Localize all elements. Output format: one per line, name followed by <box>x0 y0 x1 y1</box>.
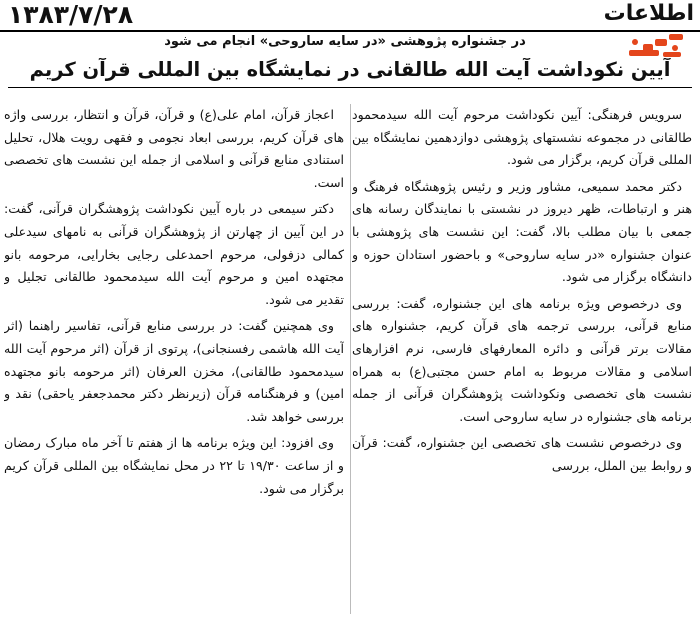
article-paragraph: وی درخصوص ویژه برنامه های این جشنواره، گفت: بررسی منابع قرآنی، بررسی ترجمه های قرآن کریم، جشنواره های مقالات برتر قرآنی و دائره المعارفهای فارسی، نرم افزارهای اسلامی و مقالات مربوط به امام حسن مجتبی(ع) به همراه نشست های تخصصی ونکوداشت پژوهشگران قرآنی از جمله برنامه های جشنواره در سایه ساروحی است. <box>352 295 692 424</box>
article-kicker: در جشنواره پژوهشی «در سایه ساروحی» انجام می شود <box>164 34 526 49</box>
issue-date: ۱۳۸۳/۷/۲۸ <box>8 0 134 29</box>
column-divider <box>350 104 351 614</box>
article-headline: آیین نکوداشت آیت الله طالقانی در نمایشگاه بین المللی قرآن کریم <box>8 58 692 88</box>
article-paragraph: دکتر محمد سمیعی، مشاور وزیر و رئیس پژوهشگاه فرهنگ و هنر و ارتباطات، ظهر دیروز در نشستی با نمایندگان رسانه های جمعی با بیان مطلب بالا، گفت: این نشست های پژوهشی با عنوان جشنواره «در سایه ساروحی» و باحضور استادان حوزه و دانشگاه برگزار می شود. <box>352 178 692 285</box>
article-paragraph: وی همچنین گفت: در بررسی منابع قرآنی، تفاسیر راهنما (اثر آیت الله هاشمی رفسنجانی)، پرتوی از قرآن (اثر مرحوم آیت الله سیدمحمود طالقانی)، مخزن العرفان (اثر مرحومه بانو مجتهده امین) و فرهنگنامه قرآن (زیرنظر دکتر محمدجعفر یاحقی) نقد و بررسی خواهد شد. <box>4 318 344 424</box>
article-column-left <box>4 104 344 614</box>
article-paragraph: وی افزود: این ویژه برنامه ها از هفتم تا آخر ماه مبارک رمضان و از ساعت ۱۹/۳۰ تا ۲۲ در محل نمایشگاه بین المللی قرآن کریم برگزار می شود. <box>4 435 344 496</box>
newspaper-name: اطلاعات <box>603 1 694 26</box>
article-paragraph: سرویس فرهنگی: آیین نکوداشت مرحوم آیت الله سیدمحمود طالقانی در مجموعه نشستهای پژوهشی دوازدهمین نمایشگاه بین المللی قرآن کریم، برگزار می شود. <box>352 107 692 168</box>
newspaper-masthead <box>0 0 700 32</box>
article-paragraph: وی درخصوص نشست های تخصصی این جشنواره، گفت: قرآن و روابط بین الملل، بررسی <box>352 435 692 473</box>
article-paragraph: اعجاز قرآن، امام علی(ع) و قرآن، قرآن و انتظار، بررسی واژه های قرآن کریم، بررسی ابعاد نجومی و فقهی رویت هلال، تحلیل استنادی منابع قرآنی و اسلامی از جمله این نشست های تخصصی است. <box>4 107 344 190</box>
article-column-right <box>352 104 692 614</box>
article-paragraph: دکتر سیمعی در باره آیین نکوداشت پژوهشگران قرآنی، گفت: در این آیین از چهارتن از پژوهشگران قرآنی به نامهای سیدعلی کمالی دزفولی، مرحوم احمدعلی رجایی بخارایی، مرحومه بانو مجتهده امین و مرحوم آیت الله سیدمحمود طالقانی تجلیل و تقدیر می شود. <box>4 201 344 307</box>
